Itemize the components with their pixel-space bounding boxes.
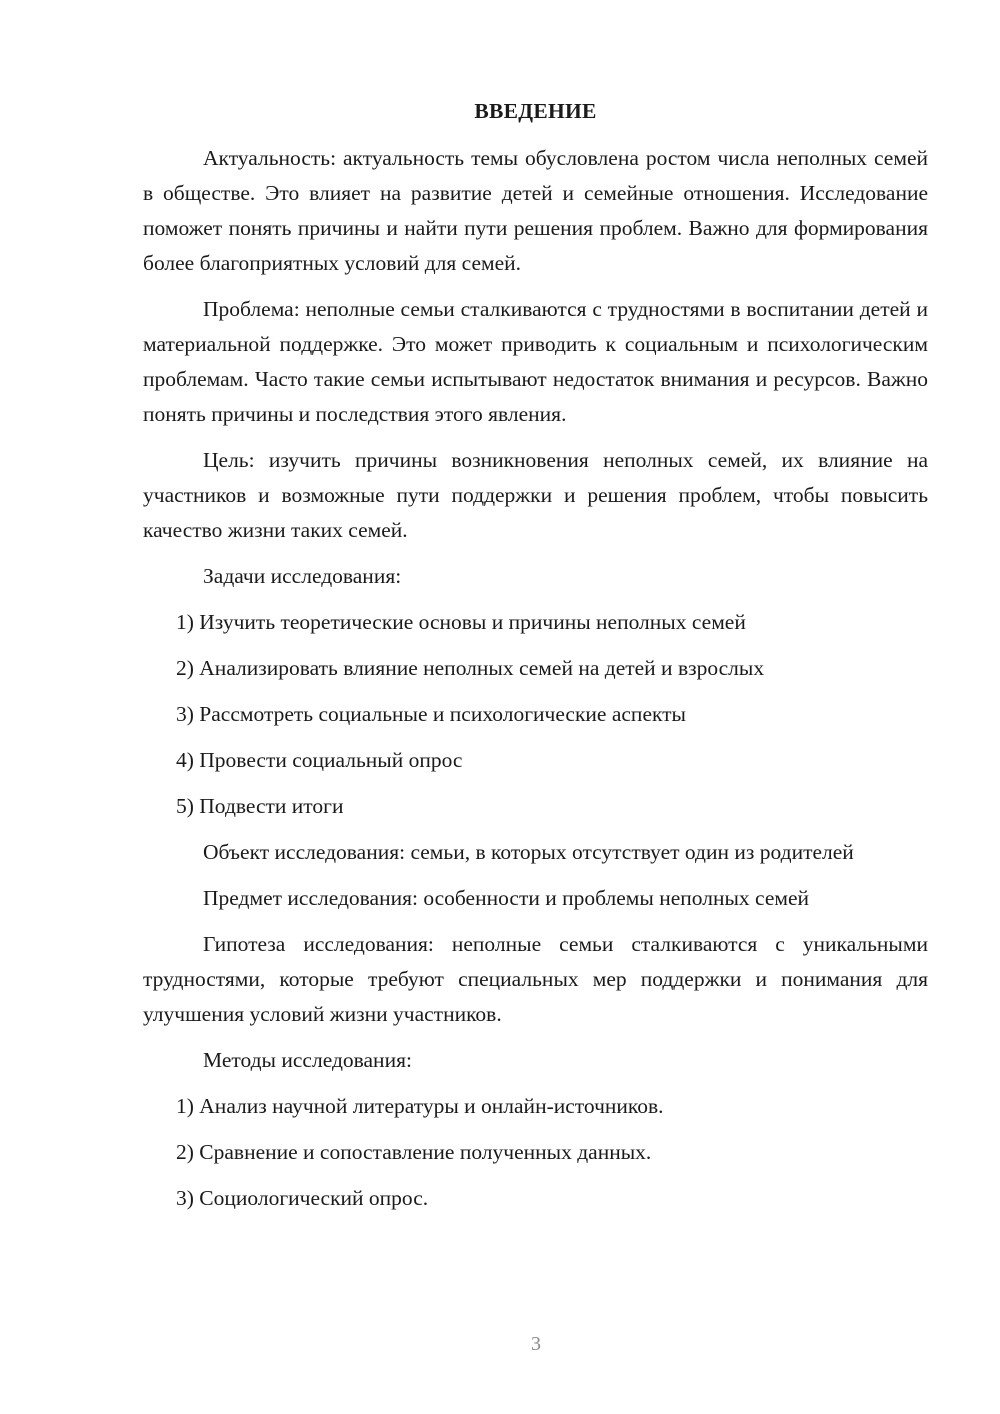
task-item: 3) Рассмотреть социальные и психологические аспекты: [176, 702, 686, 726]
task-item: 2) Анализировать влияние неполных семей на детей и взрослых: [176, 656, 765, 680]
problem-paragraph: Проблема: неполные семьи сталкиваются с трудностями в воспитании детей и материальной поддержке. Это может приводить к социальным и психологическим проблемам. Часто такие семьи испытывают недостаток внимания и ресурсов. Важно понять причины и последствия этого явления.: [143, 297, 928, 426]
document-body: [143, 94, 928, 1227]
relevance-paragraph: Актуальность: актуальность темы обусловлена ростом числа неполных семей в обществе. Это влияет на развитие детей и семейные отношения. Исследование поможет понять причины и найти пути решения проблем. Важно для формирования более благоприятных условий для семей.: [143, 146, 928, 275]
task-item: 4) Провести социальный опрос: [176, 748, 463, 772]
methods-title: Методы исследования:: [203, 1048, 412, 1072]
tasks-title: Задачи исследования:: [203, 564, 402, 588]
method-item: 3) Социологический опрос.: [176, 1186, 429, 1210]
task-item: 5) Подвести итоги: [176, 794, 344, 818]
method-item: 2) Сравнение и сопоставление полученных данных.: [176, 1140, 652, 1164]
object-paragraph: Объект исследования: семьи, в которых отсутствует один из родителей: [203, 840, 854, 864]
subject-paragraph: Предмет исследования: особенности и проблемы неполных семей: [203, 886, 810, 910]
method-item: 1) Анализ научной литературы и онлайн-источников.: [176, 1094, 664, 1118]
goal-paragraph: Цель: изучить причины возникновения неполных семей, их влияние на участников и возможные пути поддержки и решения проблем, чтобы повысить качество жизни таких семей.: [143, 448, 928, 542]
task-item: 1) Изучить теоретические основы и причины неполных семей: [176, 610, 746, 634]
section-heading: ВВЕДЕНИЕ: [474, 99, 597, 123]
page-number: 3: [531, 1333, 541, 1355]
hypothesis-paragraph: Гипотеза исследования: неполные семьи сталкиваются с уникальными трудностями, которые требуют специальных мер поддержки и понимания для улучшения условий жизни участников.: [143, 932, 928, 1026]
